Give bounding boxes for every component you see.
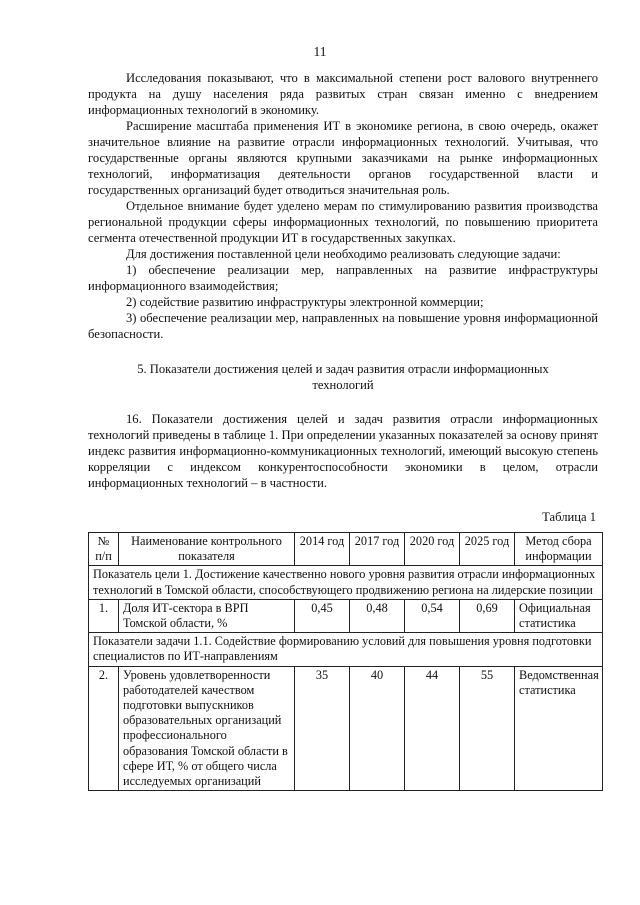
paragraph-expansion: Расширение масштаба применения ИТ в экономике региона, в свою очередь, окажет значительное влияние на развитие отрасли информационных технологий. Учитывая, что государственные органы являются крупными заказчиками на рынке информационных технологий, информатизация деятельности органов государственной власти и государственных организаций будет отводиться значительная роль. <box>88 119 598 197</box>
row2-2025: 55 <box>460 666 515 791</box>
indicators-table <box>88 532 603 791</box>
row2-method: Ведомственная статистика <box>515 666 603 791</box>
row2-num: 2. <box>89 666 119 791</box>
header-method: Метод сбора информации <box>515 533 603 566</box>
paragraph-research: Исследования показывают, что в максимальной степени рост валового внутреннего продукта на душу населения ряда развитых стран связан именно с внедрением информационных технологий в экономику. <box>88 71 598 117</box>
row1-name: Доля ИТ-сектора в ВРП Томской области, % <box>119 599 295 632</box>
table-row <box>89 666 603 791</box>
task-row <box>89 633 603 666</box>
document-body <box>88 70 598 791</box>
header-2017: 2017 год <box>350 533 405 566</box>
paragraph-indicators: 16. Показатели достижения целей и задач развития отрасли информационных технологий приведены в таблице 1. При определении указанных показателей за основу принят индекс развития информационно-коммуникационных технологий, имеющий высокую степень корреляции с индексом конкурентоспособности экономики в целом, отрасли информационных технологий – в частности. <box>88 412 598 490</box>
page-number: 11 <box>313 44 327 59</box>
header-2025: 2025 год <box>460 533 515 566</box>
header-num: № п/п <box>89 533 119 566</box>
paragraph-stimulation: Отдельное внимание будет уделено мерам по стимулированию развития производства региональной продукции сферы информационных технологий, по повышению приоритета сегмента отечественной продукции ИТ в государственных закупках. <box>88 199 598 245</box>
row2-2017: 40 <box>350 666 405 791</box>
table-caption: Таблица 1 <box>542 510 596 524</box>
row1-2025: 0,69 <box>460 599 515 632</box>
task-item-2: 2) содействие развитию инфраструктуры электронной коммерции; <box>126 295 484 309</box>
table-header-row <box>89 533 603 566</box>
row2-name: Уровень удовлетворенности работодателей качеством подготовки выпускников образовательных организаций профессионального образования Томской области в сфере ИТ, % от общего числа исследуемых организаций <box>119 666 295 791</box>
row1-2020: 0,54 <box>405 599 460 632</box>
task-row-cell: Показатели задачи 1.1. Содействие формированию условий для повышения уровня подготовки специалистов по ИТ-направлениям <box>89 633 603 666</box>
table-row <box>89 599 603 632</box>
row1-2014: 0,45 <box>295 599 350 632</box>
paragraph-tasks-intro: Для достижения поставленной цели необходимо реализовать следующие задачи: <box>126 247 561 261</box>
row1-method: Официальная статистика <box>515 599 603 632</box>
header-2020: 2020 год <box>405 533 460 566</box>
task-item-3: 3) обеспечение реализации мер, направленных на повышение уровня информационной безопасности. <box>88 311 598 341</box>
row1-2017: 0,48 <box>350 599 405 632</box>
header-2014: 2014 год <box>295 533 350 566</box>
goal-row-cell: Показатель цели 1. Достижение качественно нового уровня развития отрасли информационных технологий в Томской области, способствующего продвижению региона на лидерские позиции <box>89 566 603 599</box>
section-title: 5. Показатели достижения целей и задач развития отрасли информационных технологий <box>137 362 549 392</box>
header-name: Наименование контрольного показателя <box>119 533 295 566</box>
row1-num: 1. <box>89 599 119 632</box>
row2-2014: 35 <box>295 666 350 791</box>
goal-row <box>89 566 603 599</box>
row2-2020: 44 <box>405 666 460 791</box>
task-item-1: 1) обеспечение реализации мер, направленных на развитие инфраструктуры информационного взаимодействия; <box>88 263 598 293</box>
